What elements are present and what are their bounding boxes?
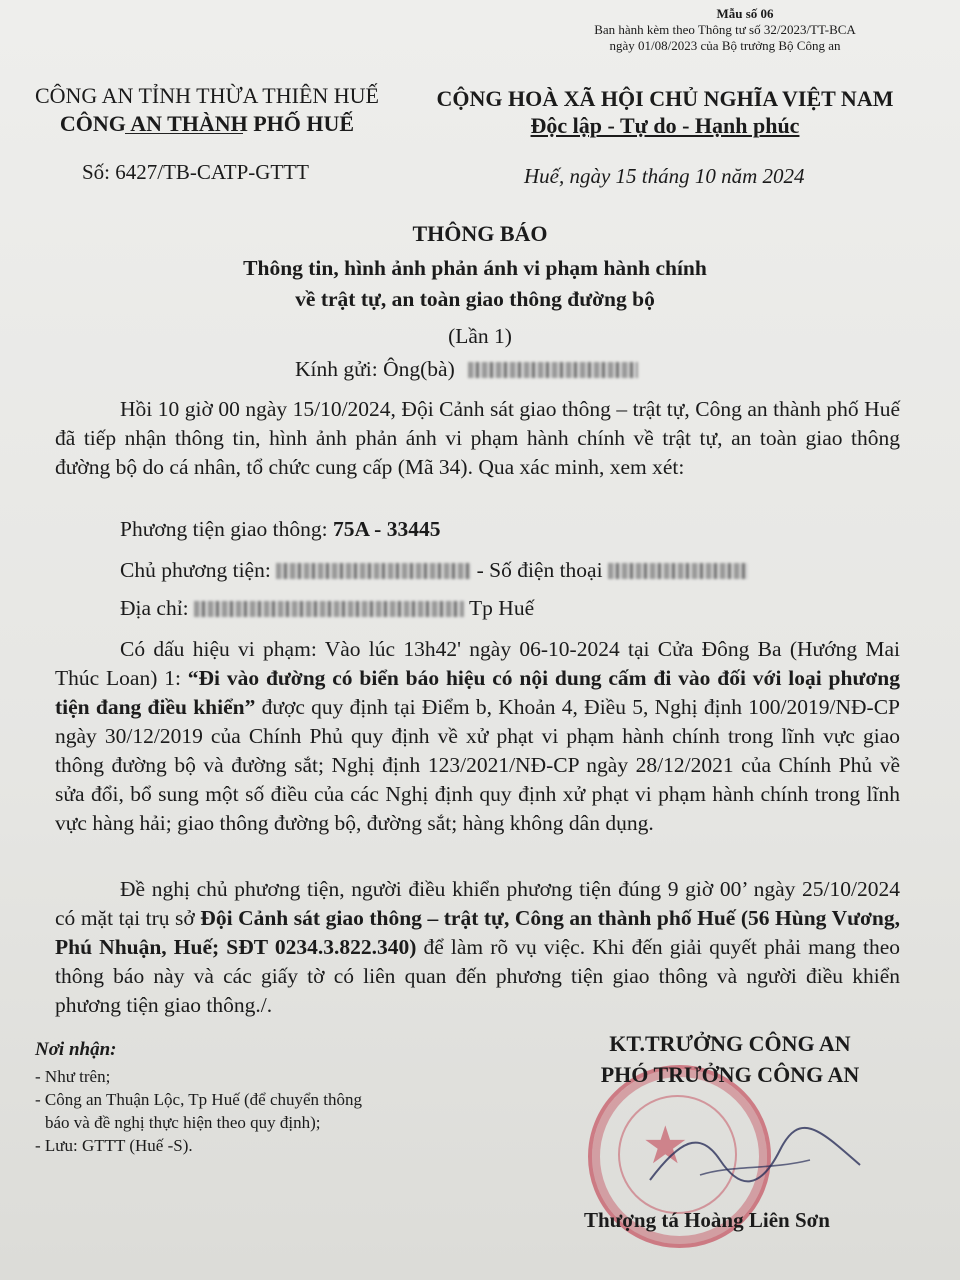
recipient-item: báo và đề nghị thực hiện theo quy định);	[45, 1113, 321, 1132]
recipients-title: Nơi nhận:	[35, 1039, 117, 1060]
addressee	[295, 355, 638, 384]
request-paragraph	[55, 875, 900, 1020]
request-suffix: để làm rõ vụ việc. Khi đến giải quyết phải mang theo thông báo này và các giấy tờ có liên quan đến phương tiện giao thông và người điều khiển phương tiện giao thông./.	[55, 935, 900, 1017]
address-city: Tp Huế	[469, 596, 535, 620]
doc-number: Số: 6427/TB-CATP-GTTT	[82, 160, 309, 184]
place-date: Huế, ngày 15 tháng 10 năm 2024	[524, 164, 805, 188]
vehicle-plate: 75A - 33445	[332, 517, 441, 541]
recipient-item: - Công an Thuận Lộc, Tp Huế (để chuyển thông	[35, 1090, 363, 1109]
agency-underline	[125, 133, 243, 134]
form-ref-line2: ngày 01/08/2023 của Bộ trưởng Bộ Công an	[609, 38, 841, 53]
request-location: Đội Cảnh sát giao thông – trật tự, Công an thành phố Huế (56 Hùng Vương, Phú Nhuận, Huế; SĐT 0234.3.822.340)	[55, 906, 900, 959]
notice-subtitle-1: Thông tin, hình ảnh phản ánh vi phạm hành chính	[243, 256, 707, 280]
stamp-star-icon: ★	[642, 1118, 689, 1175]
signer-name: Thượng tá Hoàng Liên Sơn	[584, 1208, 830, 1232]
vehicle-line	[120, 515, 440, 544]
recipients-block	[35, 1038, 362, 1157]
owner-label: Chủ phương tiện:	[120, 558, 271, 582]
form-number: Mẫu số 06	[716, 6, 774, 21]
nation-title: CỘNG HOÀ XÃ HỘI CHỦ NGHĨA VIỆT NAM	[436, 86, 894, 111]
agency-name: CÔNG AN THÀNH PHỐ HUẾ	[59, 111, 355, 136]
recipient-item: - Lưu: GTTT (Huế -S).	[35, 1136, 193, 1155]
form-ref-line1: Ban hành kèm theo Thông tư số 32/2023/TT-BCA	[594, 22, 856, 37]
address-line	[120, 594, 534, 623]
vehicle-label: Phương tiện giao thông:	[120, 517, 328, 541]
redacted-phone	[608, 563, 748, 579]
request-prefix: Đề nghị chủ phương tiện, người điều khiển phương tiện đúng 9 giờ 00’ ngày 25/10/2024 có mặt tại trụ sở	[55, 877, 900, 930]
violation-paragraph	[55, 635, 900, 838]
agency-parent: CÔNG AN TỈNH THỪA THIÊN HUẾ	[34, 83, 379, 108]
recipient-item: - Như trên;	[35, 1067, 111, 1086]
owner-line	[120, 556, 748, 585]
notice-iteration: (Lần 1)	[448, 324, 512, 348]
redacted-addressee	[468, 362, 638, 378]
notice-subtitle-2: về trật tự, an toàn giao thông đường bộ	[295, 287, 655, 311]
agency-header	[22, 82, 392, 138]
handwritten-signature	[640, 1120, 870, 1200]
violation-description: “Đi vào đường có biển báo hiệu có nội dung cấm đi vào đối với loại phương tiện đang điều khiển”	[55, 666, 900, 719]
address-label: Địa chỉ:	[120, 596, 189, 620]
signature-title-2: PHÓ TRƯỞNG CÔNG AN	[600, 1062, 860, 1087]
redacted-address	[194, 601, 464, 617]
intro-paragraph: Hồi 10 giờ 00 ngày 15/10/2024, Đội Cảnh sát giao thông – trật tự, Công an thành phố Huế đã tiếp nhận thông tin, hình ảnh phản ánh vi phạm hành chính về trật tự, an toàn giao thông đường bộ do cá nhân, tổ chức cung cấp (Mã 34). Qua xác minh, xem xét:	[55, 397, 900, 479]
notice-title: THÔNG BÁO	[412, 221, 548, 246]
violation-prefix: Có dấu hiệu vi phạm: Vào lúc 13h42' ngày 06-10-2024 tại Cửa Đông Ba (Hướng Mai Thúc Loan) 1:	[55, 637, 900, 690]
violation-legal-basis: được quy định tại Điểm b, Khoản 4, Điều 5, Nghị định 100/2019/NĐ-CP ngày 30/12/2019 của Chính Phủ quy định về xử phạt vi phạm hành chính trong lĩnh vực giao thông đường bộ và đường sắt; Nghị định 123/2021/NĐ-CP ngày 28/12/2021 của Chính Phủ về sửa đổi, bổ sung một số điều của các Nghị định quy định xử phạt vi phạm hành chính trong lĩnh vực hàng hải; giao thông đường bộ, đường sắt; hàng không dân dụng.	[55, 695, 900, 835]
redacted-owner-name	[276, 563, 471, 579]
form-reference	[560, 6, 890, 54]
nation-motto: Độc lập - Tự do - Hạnh phúc	[530, 113, 800, 138]
addressee-label: Kính gửi: Ông(bà)	[295, 357, 455, 381]
phone-label: - Số điện thoại	[476, 558, 603, 582]
signature-title-1: KT.TRƯỞNG CÔNG AN	[609, 1031, 851, 1056]
